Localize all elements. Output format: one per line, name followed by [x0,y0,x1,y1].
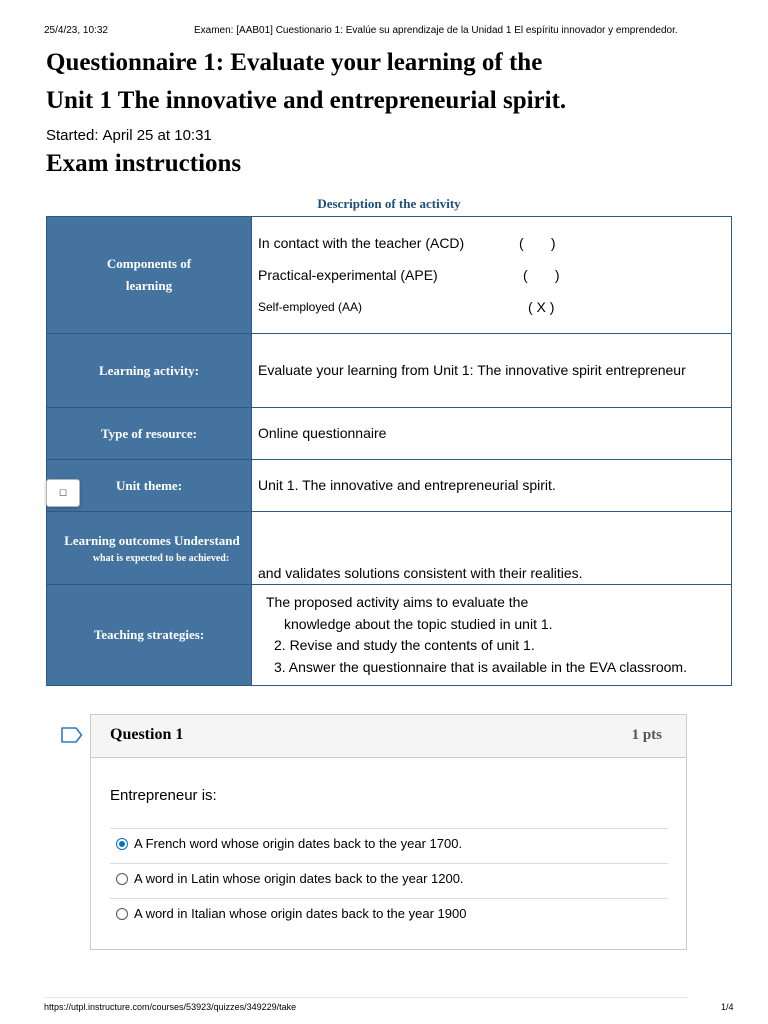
learning-outcomes-label-sub: what is expected to be achieved: [92,553,230,564]
started-info [46,127,212,144]
floating-toggle-button[interactable] [46,479,80,507]
question-points: 1 pts [631,727,662,743]
answer-option[interactable] [110,828,668,863]
components-label-line1: Components of [106,256,192,271]
question-header [91,715,686,758]
learning-outcomes-label [47,512,252,585]
component-ape [258,259,723,291]
table-row-resource-type [47,408,732,460]
table-row-teaching-strategies [47,585,732,686]
square-icon: ☐ [58,488,68,498]
page-title-line2: Unit 1 The innovative and entrepreneurial spirit. [46,87,567,114]
flag-icon[interactable] [61,727,83,743]
footer-page-number: 1/4 [721,1002,734,1012]
print-date: 25/4/23, 10:32 [44,25,108,36]
question-title: Question 1 [110,726,184,743]
table-caption: Description of the activity [317,196,461,211]
answer-list [110,828,668,933]
exam-instructions-heading: Exam instructions [46,150,242,177]
answer-label[interactable]: A word in Italian whose origin dates back to the year 1900 [134,906,467,921]
answer-label[interactable]: A French word whose origin dates back to the year 1700. [134,836,463,851]
components-value [252,217,732,334]
component-aa [258,291,723,323]
table-row-components [47,217,732,334]
print-title: Examen: [AAB01] Cuestionario 1: Evalúe su aprendizaje de la Unidad 1 El espíritu innovador y emprendedor. [194,25,678,36]
component-name: Self-employed (AA) [258,300,363,314]
unit-theme-value: Unit 1. The innovative and entrepreneurial spirit. [252,460,732,512]
started-label: Started: [46,127,99,144]
table-row-unit-theme [47,460,732,512]
footer-divider [44,997,688,998]
component-acd [258,227,723,259]
strategy-line: 3. Answer the questionnaire that is available in the EVA classroom. [274,658,687,675]
page-title [46,44,736,120]
table-row-learning-outcomes [47,512,732,585]
unit-theme-label: Unit theme: [47,460,252,512]
footer-url: https://utpl.instructure.com/courses/53923/quizzes/349229/take [44,1002,297,1012]
strategy-line: The proposed activity aims to evaluate the [266,594,529,610]
teaching-strategies-value [252,585,732,686]
strategies-list [258,592,723,678]
components-label-line2: learning [125,278,173,293]
component-name: Practical-experimental (APE) [258,267,438,283]
question-text: Entrepreneur is: [110,787,217,804]
strategy-line: knowledge about the topic studied in unit 1. [284,615,553,632]
learning-activity-value: Evaluate your learning from Unit 1: The innovative spirit entrepreneur [252,334,732,408]
radio-selected-icon[interactable] [116,838,128,850]
question-card [90,714,687,950]
resource-type-value: Online questionnaire [252,408,732,460]
learning-activity-label: Learning activity: [47,334,252,408]
component-mark: ( ) [523,267,560,283]
strategy-line: 2. Revise and study the contents of unit 1. [274,637,535,653]
resource-type-label: Type of resource: [47,408,252,460]
learning-outcomes-value: and validates solutions consistent with their realities. [252,512,732,585]
answer-option[interactable] [110,898,668,933]
teaching-strategies-label: Teaching strategies: [47,585,252,686]
print-header [0,0,768,42]
radio-icon[interactable] [116,873,128,885]
components-label [47,217,252,334]
learning-outcomes-label-main: Learning outcomes Understand [64,533,240,548]
activity-description-table [46,216,732,686]
answer-option[interactable] [110,863,668,898]
started-value: April 25 at 10:31 [102,127,212,144]
component-name: In contact with the teacher (ACD) [258,235,465,251]
radio-icon[interactable] [116,908,128,920]
answer-label[interactable]: A word in Latin whose origin dates back to the year 1200. [134,871,464,886]
table-row-learning-activity [47,334,732,408]
component-mark: ( ) [519,235,556,251]
component-mark: ( X ) [528,299,555,315]
page-title-line1: Questionnaire 1: Evaluate your learning of the [46,49,543,76]
